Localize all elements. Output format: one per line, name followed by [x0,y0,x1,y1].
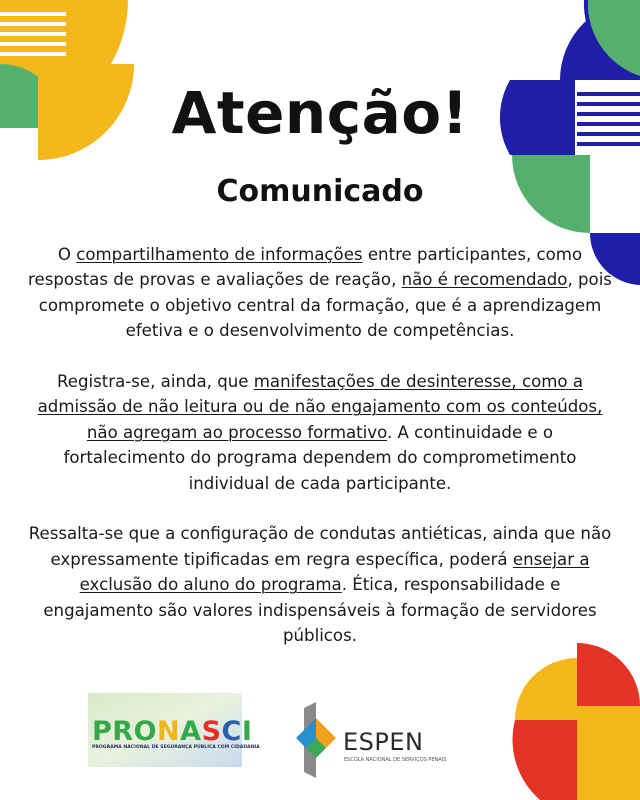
announcement-body [28,242,612,674]
espen-tagline: ESCOLA NACIONAL DE SERVIÇOS PENAIS [344,757,447,763]
espen-wordmark: ESPEN [343,728,424,756]
paragraph-text: Ressalta-se que a configuração de condutas antiéticas, ainda que não expressamente tipificadas em regra específica, poderá [28,524,612,569]
underlined-text: ensejar a exclusão do aluno do programa [79,549,590,595]
paragraph-text: , pois compromete o objetivo central da formação, que é a aprendizagem efetiva e o desenvolvimento de competências. [38,270,612,341]
underlined-text: compartilhamento de informações [76,245,363,264]
paragraph-2 [28,369,612,496]
underlined-text: manifestações de desinteresse, como a admissão de não leitura ou de não engajamento com os conteúdos, não agregam ao processo formativo [37,372,603,442]
paragraph-text: Registra-se, ainda, que [57,372,254,392]
paragraph-text: O [57,245,77,264]
paragraph-1 [28,242,612,344]
paragraph-text: . Ética, responsabilidade e engajamento são valores indispensáveis à formação de servidores públicos. [43,575,597,646]
paragraph-text: . A continuidade e o fortalecimento do programa dependem do comprometimento individual de cada participante. [63,422,577,493]
underlined-text: não é recomendado [401,270,568,290]
page-title: Atenção! [171,79,469,147]
paragraph-3 [28,521,612,648]
page-subtitle: Comunicado [216,174,424,209]
paragraph-text: entre participantes, como respostas de provas e avaliações de reação, [28,245,583,290]
pronasci-wordmark: PRONASCI [92,716,253,747]
pronasci-tagline: PROGRAMA NACIONAL DE SEGURANÇA PÚBLICA COM CIDADANIA [92,745,260,750]
